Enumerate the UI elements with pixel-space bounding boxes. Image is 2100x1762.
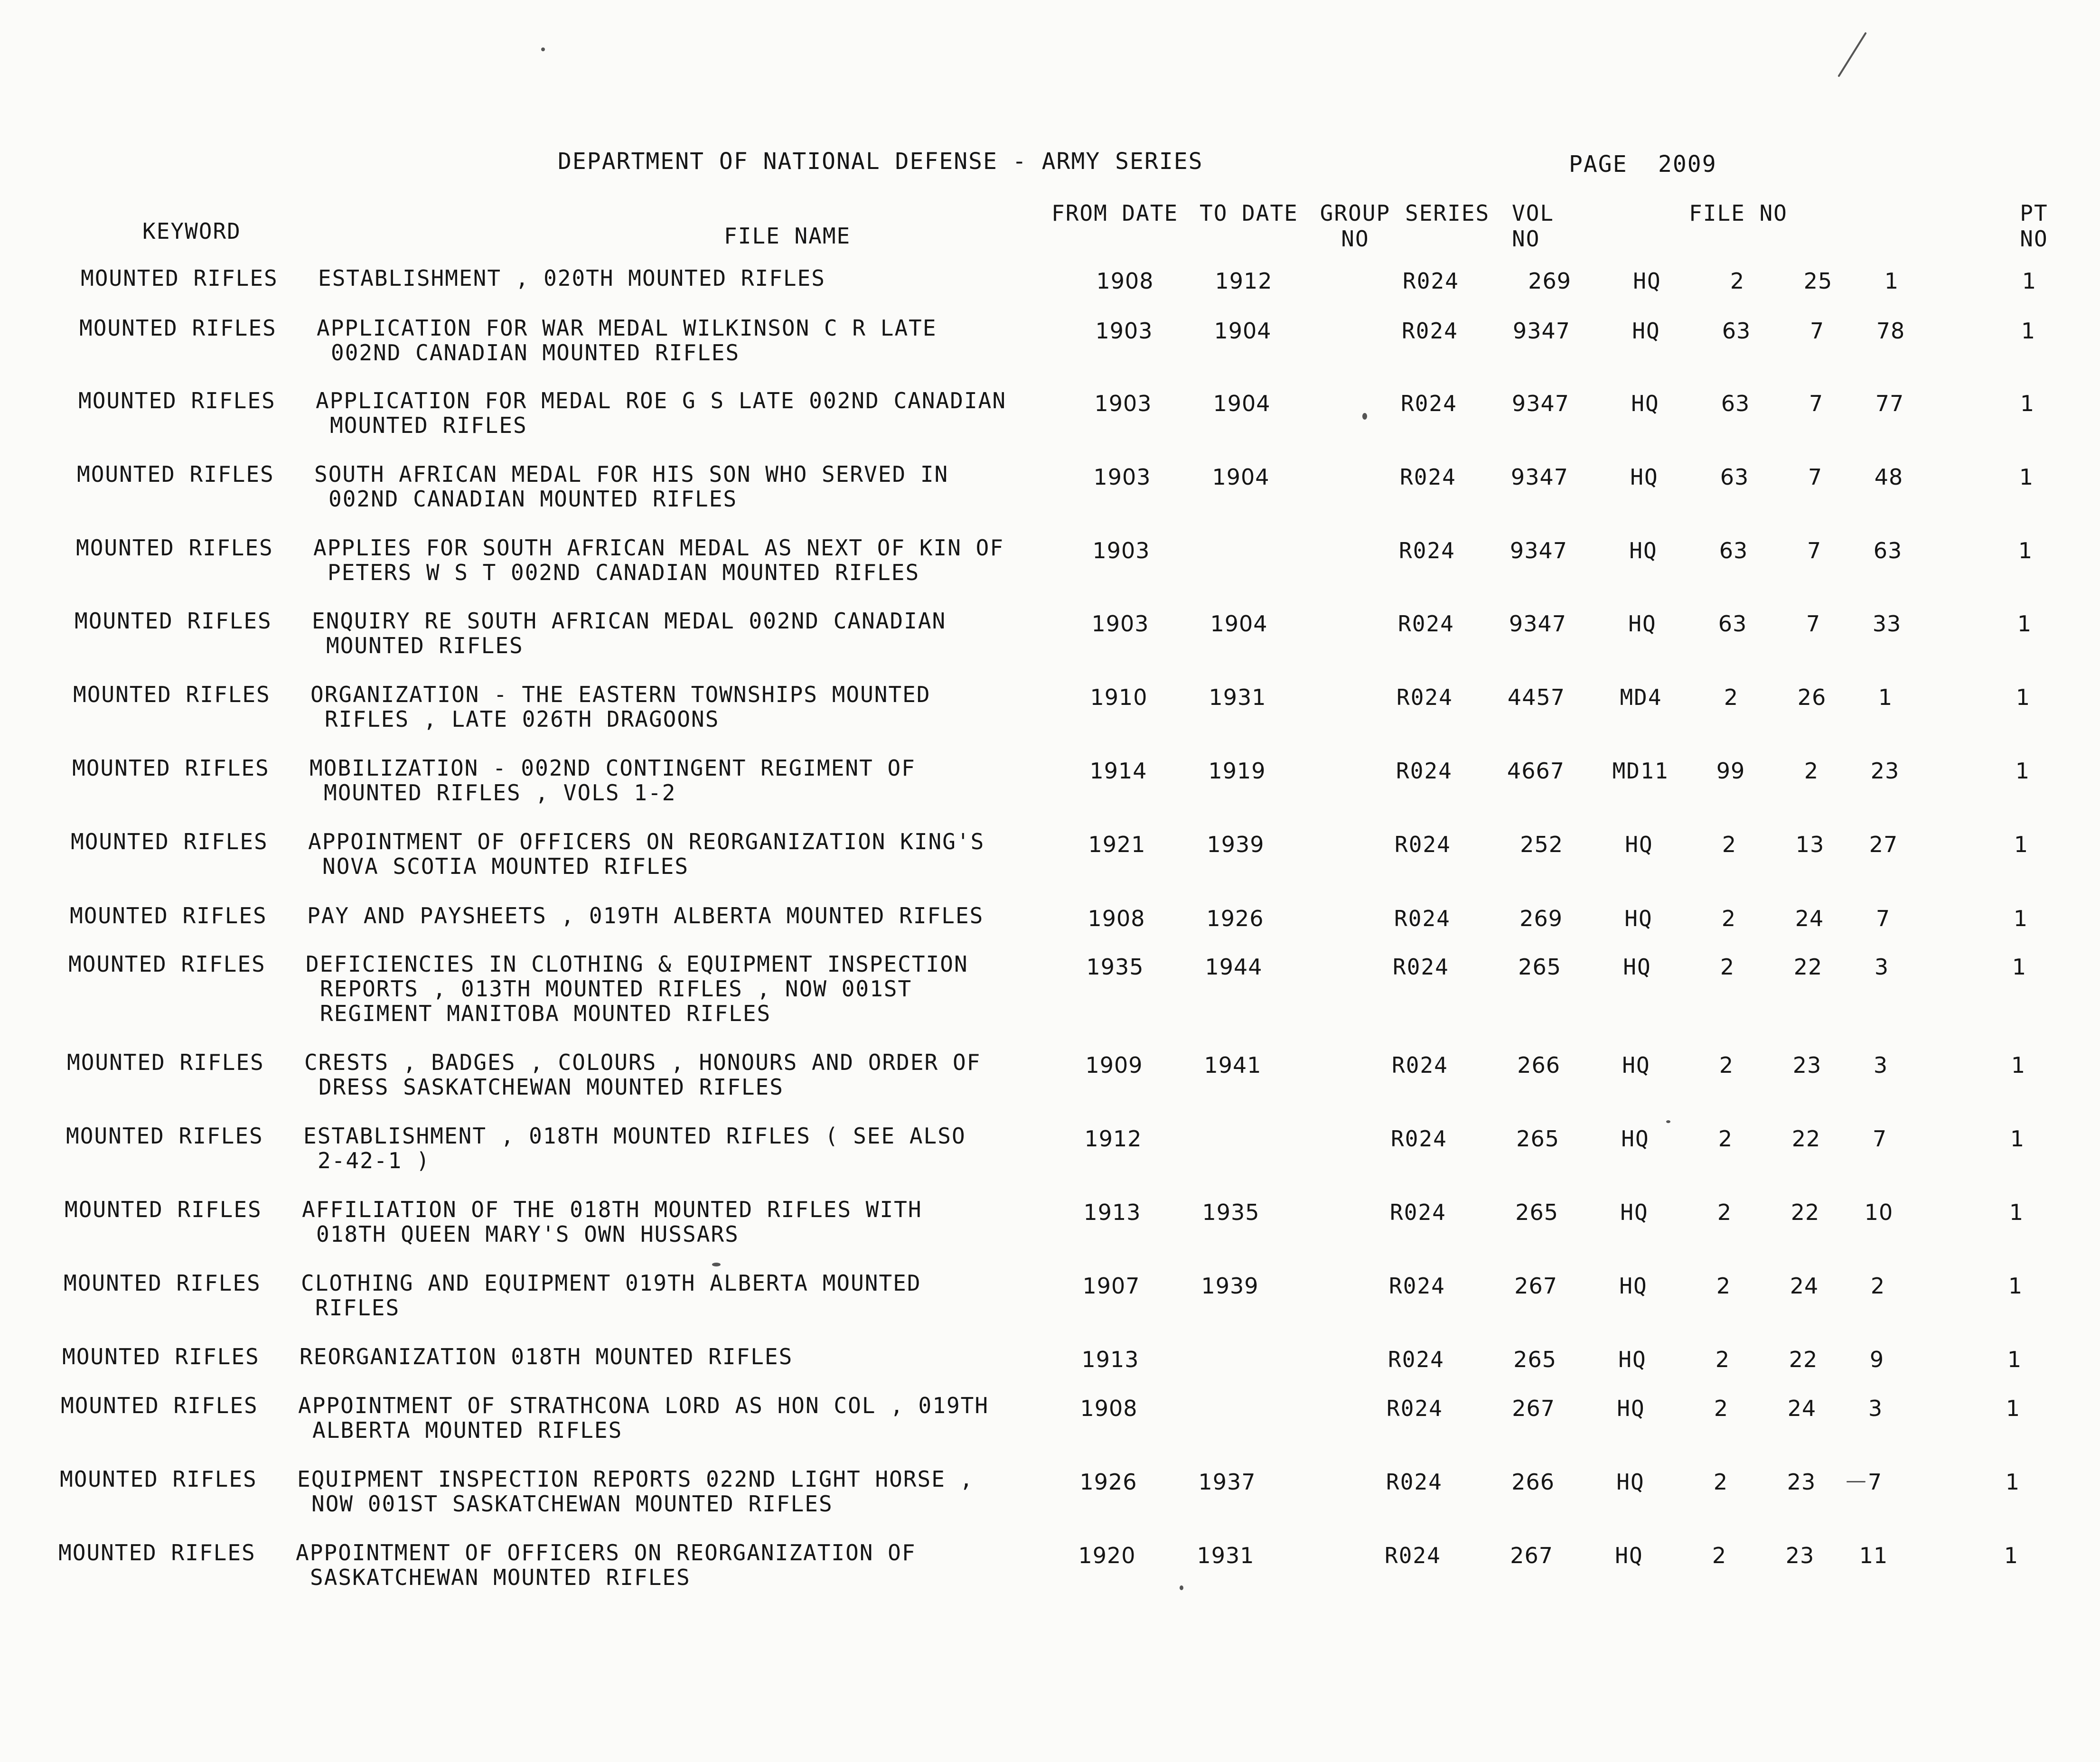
file-no-part-cell: 2 [1722,832,1737,857]
keyword-cell: MOUNTED RIFLES [75,608,272,634]
series-cell: R024 [1393,954,1449,980]
scan-speck [1362,413,1367,420]
file-no-part-cell: 23 [1785,1543,1815,1568]
pt-no-cell: 1 [2011,1052,2026,1078]
series-cell: R024 [1400,464,1456,490]
vol-no-cell: 9347 [1511,391,1569,416]
file-name-cell [297,1467,1038,1516]
file-no-part-cell: 2 [1719,1052,1734,1078]
keyword-cell: MOUNTED RIFLES [65,1197,262,1222]
keyword-cell: MOUNTED RIFLES [68,951,266,977]
file-name-line: REPORTS , 013TH MOUNTED RIFLES , NOW 001ST [320,976,912,1002]
pt-no-cell: 1 [2013,906,2028,931]
file-no-part-cell: 3 [1873,1052,1888,1078]
file-name-line: AFFILIATION OF THE 018TH MOUNTED RIFLES WITH [302,1197,922,1222]
file-no-part-cell: 2 [1713,1469,1728,1495]
to-date-cell: 1931 [1209,684,1266,710]
page-label: PAGE [1569,151,1628,178]
from-date-cell: 1926 [1079,1469,1137,1495]
from-date-cell: 1921 [1088,832,1146,857]
file-no-part-cell: 2 [1804,758,1819,784]
vol-no-cell: 269 [1528,268,1571,294]
vol-no-cell: 267 [1512,1396,1555,1421]
file-no-part-cell: 2 [1715,1347,1730,1372]
file-name-line: ESTABLISHMENT , 018TH MOUNTED RIFLES ( SEE ALSO [303,1123,966,1149]
file-no-part-cell: 3 [1868,1396,1883,1421]
file-name-line: APPLICATION FOR WAR MEDAL WILKINSON C R LATE [317,315,937,341]
file-no-part-cell: 7 [1809,318,1825,344]
file-no-prefix-cell: HQ [1632,318,1660,344]
file-name-line: PAY AND PAYSHEETS , 019TH ALBERTA MOUNTED RIFLES [307,903,984,928]
keyword-cell: MOUNTED RIFLES [62,1344,260,1369]
file-name-line: ESTABLISHMENT , 020TH MOUNTED RIFLES [318,265,825,291]
to-date-cell: 1926 [1206,906,1264,931]
file-no-part-cell: 63 [1721,391,1750,416]
vol-no-cell: 267 [1514,1273,1557,1299]
file-no-part-cell: 3 [1874,954,1889,980]
file-name-line: PETERS W S T 002ND CANADIAN MOUNTED RIFLES [328,560,920,585]
scan-speck [712,1263,721,1266]
pt-no-cell: 1 [2017,611,2032,637]
file-no-part-cell: 2 [1721,906,1736,931]
pt-no-cell: 1 [2014,832,2029,857]
file-name-line: ENQUIRY RE SOUTH AFRICAN MEDAL 002ND CANADIAN [312,608,947,634]
series-cell: R024 [1394,906,1451,931]
file-name-cell [304,1050,1045,1099]
vol-no-cell: 266 [1511,1469,1555,1495]
file-name-line: MOBILIZATION - 002ND CONTINGENT REGIMENT OF [309,755,916,781]
from-date-cell: 1903 [1095,318,1153,344]
file-no-prefix-cell: HQ [1616,1469,1645,1495]
vol-no-cell: 252 [1520,832,1563,857]
series-cell: R024 [1403,268,1459,294]
file-no-part-cell: 77 [1875,391,1904,416]
column-header-vol-no: VOL NO [1512,200,1555,252]
file-name-cell [310,682,1051,731]
file-no-part-cell: 13 [1795,832,1825,857]
file-no-part-cell: 63 [1718,611,1747,637]
series-cell: R024 [1387,1396,1443,1421]
vol-no-cell: 265 [1513,1347,1556,1372]
file-no-part-cell: 22 [1791,1200,1820,1225]
file-no-part-cell: 7 [1867,1469,1883,1495]
file-no-part-cell: 2 [1717,1200,1732,1225]
file-name-cell [314,462,1055,511]
from-date-cell: 1907 [1082,1273,1140,1299]
keyword-cell: MOUNTED RIFLES [61,1393,258,1418]
file-name-line: APPOINTMENT OF OFFICERS ON REORGANIZATION KING'S [308,829,985,854]
scan-speck [1838,32,1867,77]
pt-no-cell: 1 [2015,758,2030,784]
file-no-part-cell: 78 [1876,318,1905,344]
file-no-prefix-cell: MD4 [1620,684,1662,710]
series-cell: R024 [1385,1543,1441,1568]
file-name-cell [316,388,1056,438]
vol-no-cell: 4457 [1507,684,1565,710]
from-date-cell: 1909 [1085,1052,1143,1078]
keyword-cell: MOUNTED RIFLES [71,829,268,854]
file-name-line: MOUNTED RIFLES [326,633,524,658]
file-name-line: DEFICIENCIES IN CLOTHING & EQUIPMENT INSPECTION [306,951,968,977]
pt-no-cell: 1 [2022,268,2037,294]
keyword-cell: MOUNTED RIFLES [60,1466,257,1492]
file-name-line: CRESTS , BADGES , COLOURS , HONOURS AND ORDER OF [304,1050,981,1075]
file-no-part-cell: 23 [1787,1469,1816,1495]
vol-no-cell: 9347 [1509,538,1567,563]
series-cell: R024 [1392,1052,1448,1078]
file-name-line: 002ND CANADIAN MOUNTED RIFLES [331,340,740,366]
file-no-part-cell: 25 [1803,268,1833,294]
file-no-part-cell: 7 [1872,1126,1887,1152]
series-cell: R024 [1402,318,1458,344]
series-cell: R024 [1398,611,1454,637]
file-name-line: DRESS SASKATCHEWAN MOUNTED RIFLES [319,1074,784,1100]
column-header-file-no: FILE NO [1689,200,1788,226]
file-no-part-cell: 48 [1874,464,1903,490]
series-cell: R024 [1386,1469,1443,1495]
column-header-keyword: KEYWORD [142,218,241,244]
document-title: DEPARTMENT OF NATIONAL DEFENSE - ARMY SERIES [558,148,1203,175]
vol-no-cell: 267 [1510,1543,1553,1568]
scan-speck [1180,1585,1183,1590]
column-header-file-name: FILE NAME [724,223,851,249]
file-no-prefix-cell: HQ [1633,268,1661,294]
file-no-part-cell: 7 [1875,906,1891,931]
series-cell: R024 [1399,538,1455,563]
file-name-cell [317,316,1057,365]
vol-no-cell: 265 [1516,1126,1559,1152]
file-name-cell [312,609,1052,658]
from-date-cell: 1920 [1078,1543,1136,1568]
file-name-line: APPLICATION FOR MEDAL ROE G S LATE 002ND CANADIAN [316,388,1007,413]
file-name-line: ORGANIZATION - THE EASTERN TOWNSHIPS MOUNTED [310,682,931,707]
pt-no-cell: 1 [2012,954,2027,980]
keyword-cell: MOUNTED RIFLES [67,1050,264,1075]
column-header-to-date: TO DATE [1200,200,1298,226]
scan-speck [541,47,545,51]
to-date-cell: 1919 [1208,758,1266,784]
pt-no-cell: 1 [2004,1543,2019,1568]
from-date-cell: 1914 [1089,758,1147,784]
file-no-part-cell: 23 [1792,1052,1822,1078]
pt-no-cell: 1 [2008,1273,2023,1299]
file-no-prefix-cell: HQ [1620,1200,1649,1225]
file-name-cell [296,1540,1036,1590]
to-date-cell: 1912 [1215,268,1273,294]
column-header-pt-no: PT NO [2020,200,2048,252]
to-date-cell: 1939 [1201,1273,1259,1299]
file-name-cell [306,952,1046,1026]
file-no-part-cell: 33 [1872,611,1902,637]
to-date-cell: 1944 [1205,954,1263,980]
file-no-part-cell: 1 [1884,268,1899,294]
file-name-line: RIFLES [315,1295,400,1321]
page-number: 2009 [1658,151,1717,178]
file-name-line: 002ND CANADIAN MOUNTED RIFLES [328,486,738,512]
to-date-cell: 1904 [1213,391,1271,416]
from-date-cell: 1908 [1088,906,1145,931]
file-name-line: MOUNTED RIFLES , VOLS 1-2 [324,780,676,806]
file-no-part-cell: 10 [1864,1200,1894,1225]
file-no-part-cell: 63 [1719,538,1748,563]
file-no-prefix-cell: HQ [1628,611,1657,637]
to-date-cell: 1904 [1212,464,1270,490]
vol-no-cell: 266 [1517,1052,1560,1078]
file-no-part-cell: 2 [1718,1126,1733,1152]
file-no-part-cell: 99 [1716,758,1745,784]
file-no-part-cell: 24 [1790,1273,1819,1299]
file-name-line: MOUNTED RIFLES [330,412,527,438]
file-no-part-cell: 9 [1869,1347,1884,1372]
keyword-cell: MOUNTED RIFLES [79,315,277,341]
vol-no-cell: 9347 [1509,611,1566,637]
file-name-line: NOW 001ST SASKATCHEWAN MOUNTED RIFLES [311,1491,833,1517]
file-name-line: REORGANIZATION 018TH MOUNTED RIFLES [300,1344,793,1369]
file-no-part-cell: 2 [1716,1273,1731,1299]
file-name-line: RIFLES , LATE 026TH DRAGOONS [325,706,720,732]
file-name-cell [318,266,1059,291]
file-no-prefix-cell: HQ [1622,1052,1650,1078]
vol-no-cell: 265 [1518,954,1561,980]
file-no-prefix-cell: HQ [1615,1543,1643,1568]
keyword-cell: MOUNTED RIFLES [76,535,273,561]
file-no-part-cell: 27 [1869,832,1898,857]
keyword-cell: MOUNTED RIFLES [78,388,276,413]
file-no-prefix-cell: HQ [1629,538,1658,563]
file-name-cell [313,535,1054,585]
keyword-cell: MOUNTED RIFLES [58,1540,256,1565]
file-no-prefix-cell: HQ [1631,391,1659,416]
from-date-cell: 1908 [1080,1396,1138,1421]
file-no-prefix-cell: HQ [1623,954,1651,980]
file-name-cell [308,829,1049,879]
series-cell: R024 [1396,758,1453,784]
file-no-part-cell: 7 [1809,391,1824,416]
pt-no-cell: 1 [2006,1396,2021,1421]
from-date-cell: 1935 [1086,954,1144,980]
file-no-prefix-cell: HQ [1618,1347,1647,1372]
file-name-cell [303,1124,1044,1173]
series-cell: R024 [1395,832,1451,857]
file-no-part-cell: 2 [1714,1396,1729,1421]
file-no-prefix-cell: HQ [1630,464,1659,490]
scan-speck [1666,1120,1670,1123]
file-no-part-cell: 2 [1712,1543,1727,1568]
vol-no-cell: 4667 [1507,758,1565,784]
pt-no-cell: 1 [2018,538,2033,563]
file-name-line: APPOINTMENT OF OFFICERS ON REORGANIZATION OF [296,1540,916,1565]
keyword-cell: MOUNTED RIFLES [77,461,274,487]
file-name-line: SOUTH AFRICAN MEDAL FOR HIS SON WHO SERVED IN [314,461,949,487]
pt-no-cell: 1 [2019,464,2034,490]
file-no-part-cell: 22 [1789,1347,1818,1372]
keyword-cell: MOUNTED RIFLES [66,1123,263,1149]
from-date-cell: 1913 [1083,1200,1141,1225]
from-date-cell: 1903 [1094,391,1152,416]
file-name-cell [302,1197,1042,1247]
pt-no-cell: 1 [2009,1200,2024,1225]
file-no-part-cell: 24 [1787,1396,1817,1421]
file-no-part-cell: 11 [1859,1543,1888,1568]
series-cell: R024 [1391,1126,1447,1152]
file-no-part-cell: 2 [1720,954,1735,980]
from-date-cell: 1903 [1092,538,1150,563]
pt-no-cell: 1 [2010,1126,2025,1152]
vol-no-cell: 9347 [1510,464,1568,490]
column-header-from-date: FROM DATE [1051,200,1179,226]
to-date-cell: 1941 [1204,1052,1262,1078]
to-date-cell: 1904 [1214,318,1272,344]
from-date-cell: 1913 [1081,1347,1139,1372]
keyword-cell: MOUNTED RIFLES [72,755,270,781]
column-header-group-no: GROUP NO [1320,200,1391,252]
series-cell: R024 [1389,1273,1445,1299]
from-date-cell: 1903 [1091,611,1149,637]
keyword-cell: MOUNTED RIFLES [64,1270,261,1296]
file-no-part-cell: 63 [1873,538,1903,563]
from-date-cell: 1903 [1093,464,1151,490]
from-date-cell: 1910 [1090,684,1148,710]
file-no-prefix-cell: HQ [1621,1126,1650,1152]
pt-no-cell: 1 [2007,1347,2022,1372]
keyword-cell: MOUNTED RIFLES [81,265,278,291]
file-no-part-cell: 2 [1870,1273,1885,1299]
to-date-cell: 1935 [1202,1200,1260,1225]
series-cell: R024 [1397,684,1453,710]
file-no-part-cell: 22 [1793,954,1823,980]
file-name-line: 018TH QUEEN MARY'S OWN HUSSARS [316,1221,739,1247]
file-name-line: NOVA SCOTIA MOUNTED RIFLES [322,853,689,879]
to-date-cell: 1939 [1207,832,1265,857]
file-no-prefix-cell: MD11 [1612,758,1669,784]
to-date-cell: 1904 [1210,611,1268,637]
pt-no-cell: 1 [2021,318,2036,344]
pt-no-cell: 1 [2005,1469,2020,1495]
file-name-line: APPLIES FOR SOUTH AFRICAN MEDAL AS NEXT OF KIN OF [313,535,1004,561]
file-name-line: REGIMENT MANITOBA MOUNTED RIFLES [320,1001,771,1026]
series-cell: R024 [1401,391,1457,416]
file-no-part-cell: 23 [1870,758,1900,784]
to-date-cell: 1937 [1198,1469,1256,1495]
keyword-cell: MOUNTED RIFLES [73,682,271,707]
file-name-line: APPOINTMENT OF STRATHCONA LORD AS HON COL , 019TH [298,1393,989,1418]
pt-no-cell: 1 [2020,391,2035,416]
file-name-line: 2-42-1 ) [318,1148,431,1173]
file-no-part-cell: 7 [1806,611,1821,637]
file-no-part-cell: 1 [1878,684,1893,710]
keyword-cell: MOUNTED RIFLES [70,903,267,928]
vol-no-cell: 265 [1515,1200,1558,1225]
series-cell: R024 [1388,1347,1444,1372]
file-name-cell [300,1344,1040,1369]
scan-speck [1847,1481,1866,1482]
to-date-cell: 1931 [1197,1543,1255,1568]
file-name-line: ALBERTA MOUNTED RIFLES [312,1417,623,1443]
file-no-part-cell: 24 [1795,906,1824,931]
from-date-cell: 1908 [1096,268,1154,294]
file-no-part-cell: 7 [1808,464,1823,490]
file-no-part-cell: 7 [1807,538,1822,563]
file-no-part-cell: 26 [1797,684,1827,710]
file-name-line: SASKATCHEWAN MOUNTED RIFLES [310,1565,691,1590]
file-no-prefix-cell: HQ [1625,832,1653,857]
file-name-cell [307,903,1048,928]
vol-no-cell: 269 [1519,906,1563,931]
file-no-part-cell: 63 [1720,464,1749,490]
file-name-cell [298,1393,1039,1443]
file-no-part-cell: 22 [1791,1126,1821,1152]
column-header-series: SERIES [1405,200,1490,226]
file-no-prefix-cell: HQ [1617,1396,1645,1421]
file-no-prefix-cell: HQ [1624,906,1653,931]
file-name-line: CLOTHING AND EQUIPMENT 019TH ALBERTA MOUNTED [301,1270,921,1296]
file-no-part-cell: 63 [1722,318,1751,344]
pt-no-cell: 1 [2016,684,2031,710]
file-no-part-cell: 2 [1730,268,1745,294]
file-no-part-cell: 2 [1724,684,1739,710]
series-cell: R024 [1390,1200,1446,1225]
file-name-cell [309,756,1050,805]
file-no-prefix-cell: HQ [1619,1273,1648,1299]
file-name-cell [301,1271,1041,1320]
file-name-line: EQUIPMENT INSPECTION REPORTS 022ND LIGHT HORSE , [297,1466,974,1492]
from-date-cell: 1912 [1084,1126,1142,1152]
vol-no-cell: 9347 [1512,318,1570,344]
